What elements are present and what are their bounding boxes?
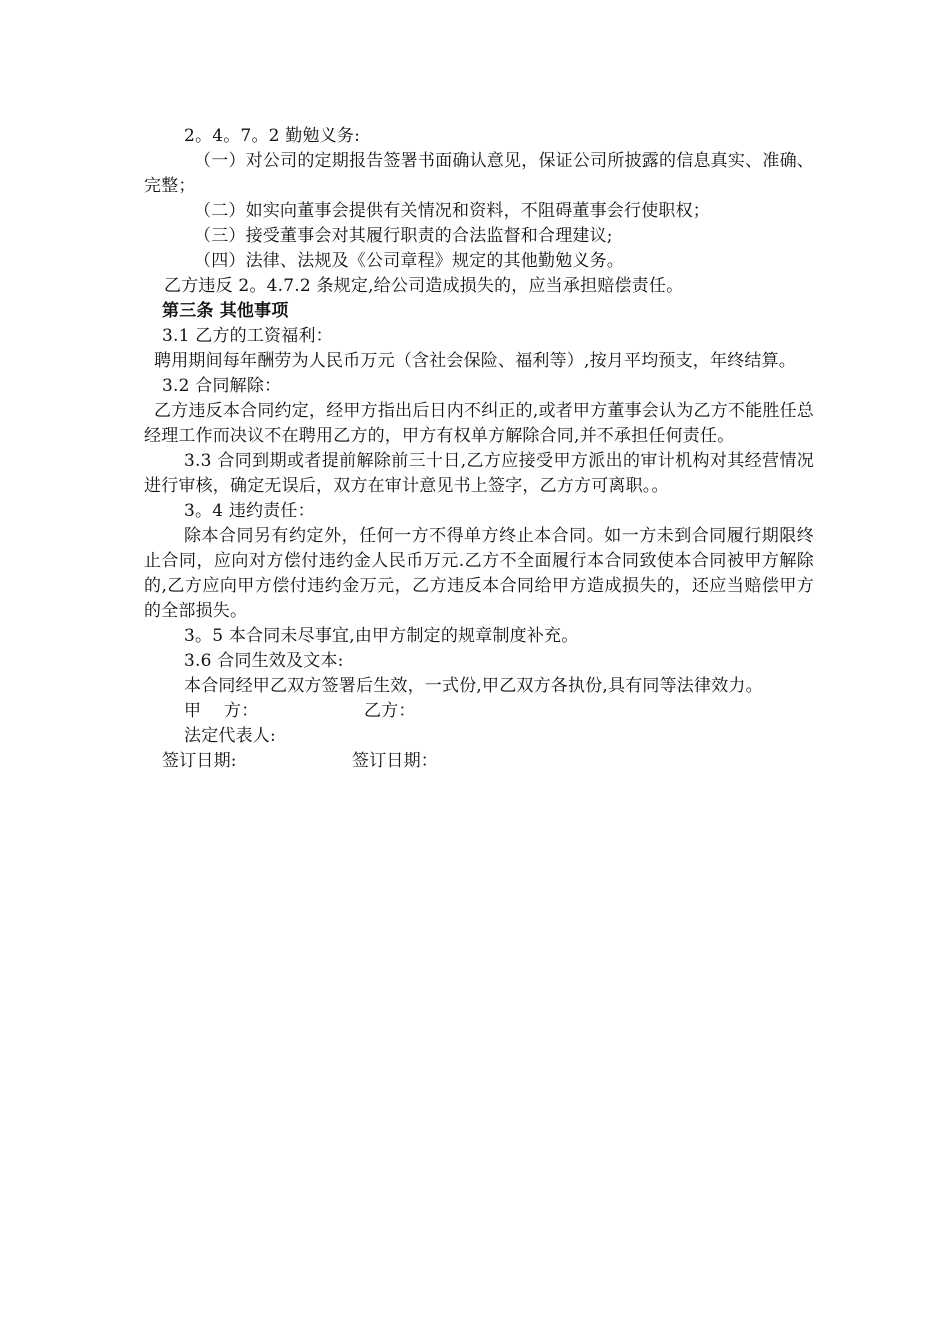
section-3-1-body: 聘用期间每年酬劳为人民币万元（含社会保险、福利等）,按月平均预支，年终结算。 [154,351,797,371]
section-2-4-7-2-heading: 2。4。7。2 勤勉义务: [184,126,360,146]
section-3-1-heading: 3.1 乙方的工资福利： [162,326,333,346]
section-3-2-heading: 3.2 合同解除： [162,376,282,396]
party-a-label: 甲 方： [184,701,259,721]
signature-dates-row [144,749,814,774]
diligence-item-3: （三）接受董事会对其履行职责的合法监督和合理建议; [194,226,613,246]
signature-parties-row [144,699,814,724]
diligence-item-4: （四）法律、法规及《公司章程》规定的其他勤勉义务。 [194,251,624,271]
party-b-label: 乙方： [364,701,416,721]
diligence-item-1: （一）对公司的定期报告签署书面确认意见，保证公司所披露的信息真实、准确、完整； [144,151,814,196]
section-3-5-body: 3。5 本合同未尽事宜,由甲方制定的规章制度补充。 [184,626,579,646]
sign-date-a-label: 签订日期: [162,751,237,771]
section-3-3-body: 3.3 合同到期或者提前解除前三十日,乙方应接受甲方派出的审计机构对其经营情况进行审核，确定无误后，双方在审计意见书上签字，乙方方可离职。。 [144,451,814,496]
section-3-2-body: 乙方违反本合同约定，经甲方指出后日内不纠正的,或者甲方董事会认为乙方不能胜任总经理工作而决议不在聘用乙方的，甲方有权单方解除合同,并不承担任何责任。 [144,401,814,446]
document-body [144,124,814,774]
section-3-6-body: 本合同经甲乙双方签署后生效，一式份,甲乙双方各执份,具有同等法律效力。 [184,676,763,696]
violation-clause: 乙方违反 2。4.7.2 条规定,给公司造成损失的，应当承担赔偿责任。 [164,276,684,296]
section-3-4-heading: 3。4 违约责任： [184,501,315,521]
section-3-6-heading: 3.6 合同生效及文本: [184,651,344,671]
legal-representative-label: 法定代表人: [184,726,276,746]
article-3-title: 第三条 其他事项 [162,301,289,321]
diligence-item-2: （二）如实向董事会提供有关情况和资料，不阻碍董事会行使职权； [194,201,710,221]
sign-date-b-label: 签订日期： [352,751,438,771]
section-3-4-body: 除本合同另有约定外，任何一方不得单方终止本合同。如一方未到合同履行期限终止合同，应向对方偿付违约金人民币万元.乙方不全面履行本合同致使本合同被甲方解除的,乙方应向甲方偿付违约金万元，乙方违反本合同给甲方造成损失的，还应当赔偿甲方的全部损失。 [144,526,814,621]
